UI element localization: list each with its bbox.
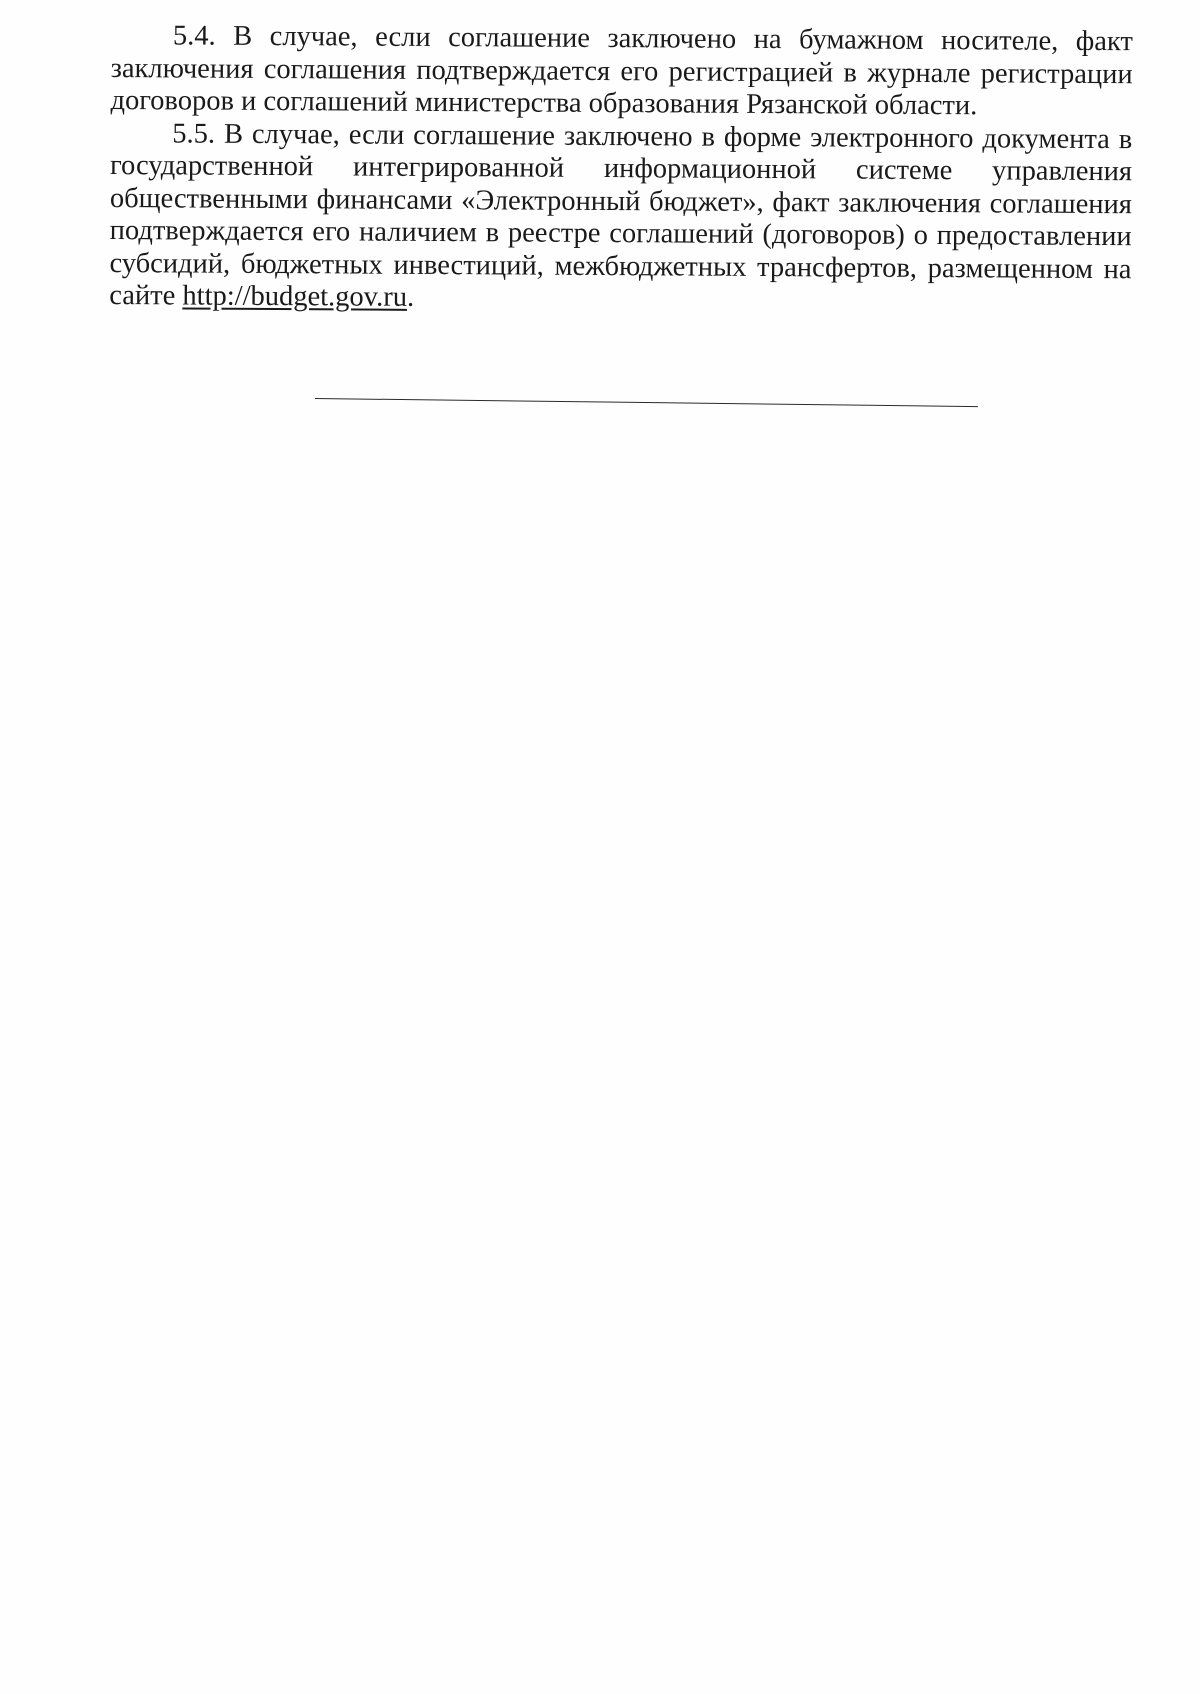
paragraph-5-4 bbox=[110, 20, 1133, 124]
paragraph-5-5-text: 5.5. В случае, если соглашение заключено в форме электронного документа в государственной интегрированной информационной системе управления общественными финансами «Электронный бюджет», факт заключения соглашения подтверждается его наличием в реестре соглашений (договоров) о предоставлении субсидий, бюджетных инвестиций, межбюджетных трансфертов, размещенном на сайте bbox=[109, 117, 1133, 312]
budget-site-link[interactable]: http://budget.gov.ru bbox=[182, 280, 408, 313]
paragraph-5-5-end: . bbox=[406, 281, 415, 313]
end-of-document-line bbox=[315, 398, 978, 407]
paragraph-5-5 bbox=[109, 117, 1132, 318]
paragraph-5-4-text: 5.4. В случае, если соглашение заключено на бумажном носителе, факт заключения соглашения подтверждается его регистрацией в журнале регистрации договоров и соглашений министерства образования Рязанской области. bbox=[110, 20, 1133, 122]
document-text bbox=[109, 20, 1133, 319]
